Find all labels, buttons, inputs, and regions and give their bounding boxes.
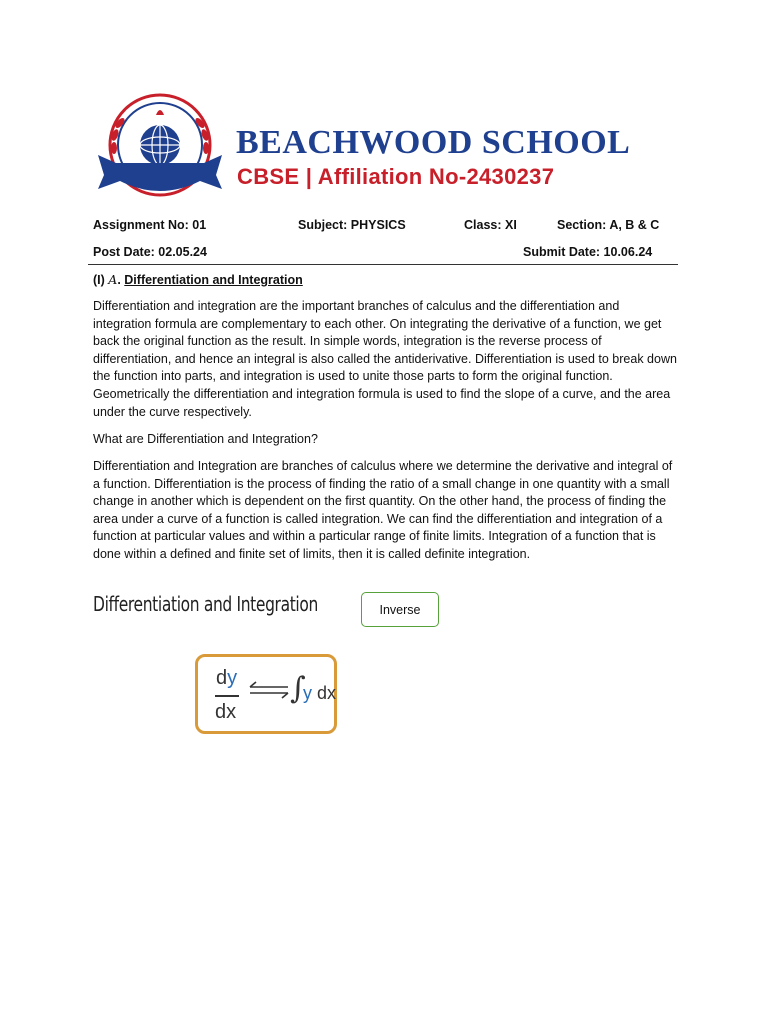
integrand-dx: dx bbox=[312, 683, 337, 703]
question-line: What are Differentiation and Integration? bbox=[93, 432, 318, 446]
section-title: Differentiation and Integration bbox=[124, 273, 303, 287]
school-name: BEACHWOOD SCHOOL bbox=[236, 124, 631, 161]
section: Section: A, B & C bbox=[557, 218, 660, 232]
header-divider bbox=[88, 264, 678, 265]
submit-date: Submit Date: 10.06.24 bbox=[523, 245, 653, 259]
integral-sign: ∫ bbox=[290, 671, 306, 706]
diagram-title: Differentiation and Integration bbox=[93, 592, 318, 616]
class: Class: XI bbox=[464, 218, 517, 232]
definition-paragraph: Differentiation and Integration are branches of calculus where we determine the derivative and integral of a function. Differentiation is the process of finding the ratio of a small change in one quantity with a small change in another which is dependent on the first quantity. On the other hand, the process of finding the area under a curve of a function is called integration. We can find the differentiation and integration of a function at particular values and within a particular range of finite limits. Integration of a function that is done within a defined and finite set of limits, then it is called definite integration. bbox=[93, 459, 673, 561]
numerator-y: y bbox=[227, 667, 238, 689]
fraction-line bbox=[215, 695, 239, 697]
inverse-label-box bbox=[361, 592, 439, 627]
derivative-numerator bbox=[216, 667, 237, 690]
formula-box bbox=[195, 654, 337, 734]
assignment-number: Assignment No: 01 bbox=[93, 218, 207, 232]
integrand-y: y bbox=[303, 683, 312, 703]
subject: Subject: PHYSICS bbox=[298, 218, 406, 232]
section-letter: A bbox=[108, 272, 118, 287]
school-logo bbox=[94, 93, 226, 203]
inverse-arrows-icon bbox=[248, 681, 290, 699]
section-heading: (I) A. Differentiation and Integration bbox=[93, 272, 303, 287]
affiliation-line: CBSE | Affiliation No-2430237 bbox=[237, 164, 555, 189]
integrand bbox=[303, 683, 336, 704]
section-prefix: (I) bbox=[93, 273, 105, 287]
derivative-denominator: dx bbox=[215, 701, 237, 723]
intro-paragraph: Differentiation and integration are the important branches of calculus and the differentiation and integration formula are complementary to each other. On integrating the derivative of a function, we get back the original function as the result. In simple words, integration is the reverse process of differentiation, and hence an integral is also called the antiderivative. Differentiation is used to break down the function into parts, and integration is used to unite those parts to form the original function. Geometrically the differentiation and integration formula is used to find the slope of a curve, and the area under the curve respectively. bbox=[93, 299, 677, 419]
numerator-d: d bbox=[216, 667, 228, 689]
inverse-label: Inverse bbox=[379, 602, 421, 617]
post-date: Post Date: 02.05.24 bbox=[93, 245, 207, 259]
